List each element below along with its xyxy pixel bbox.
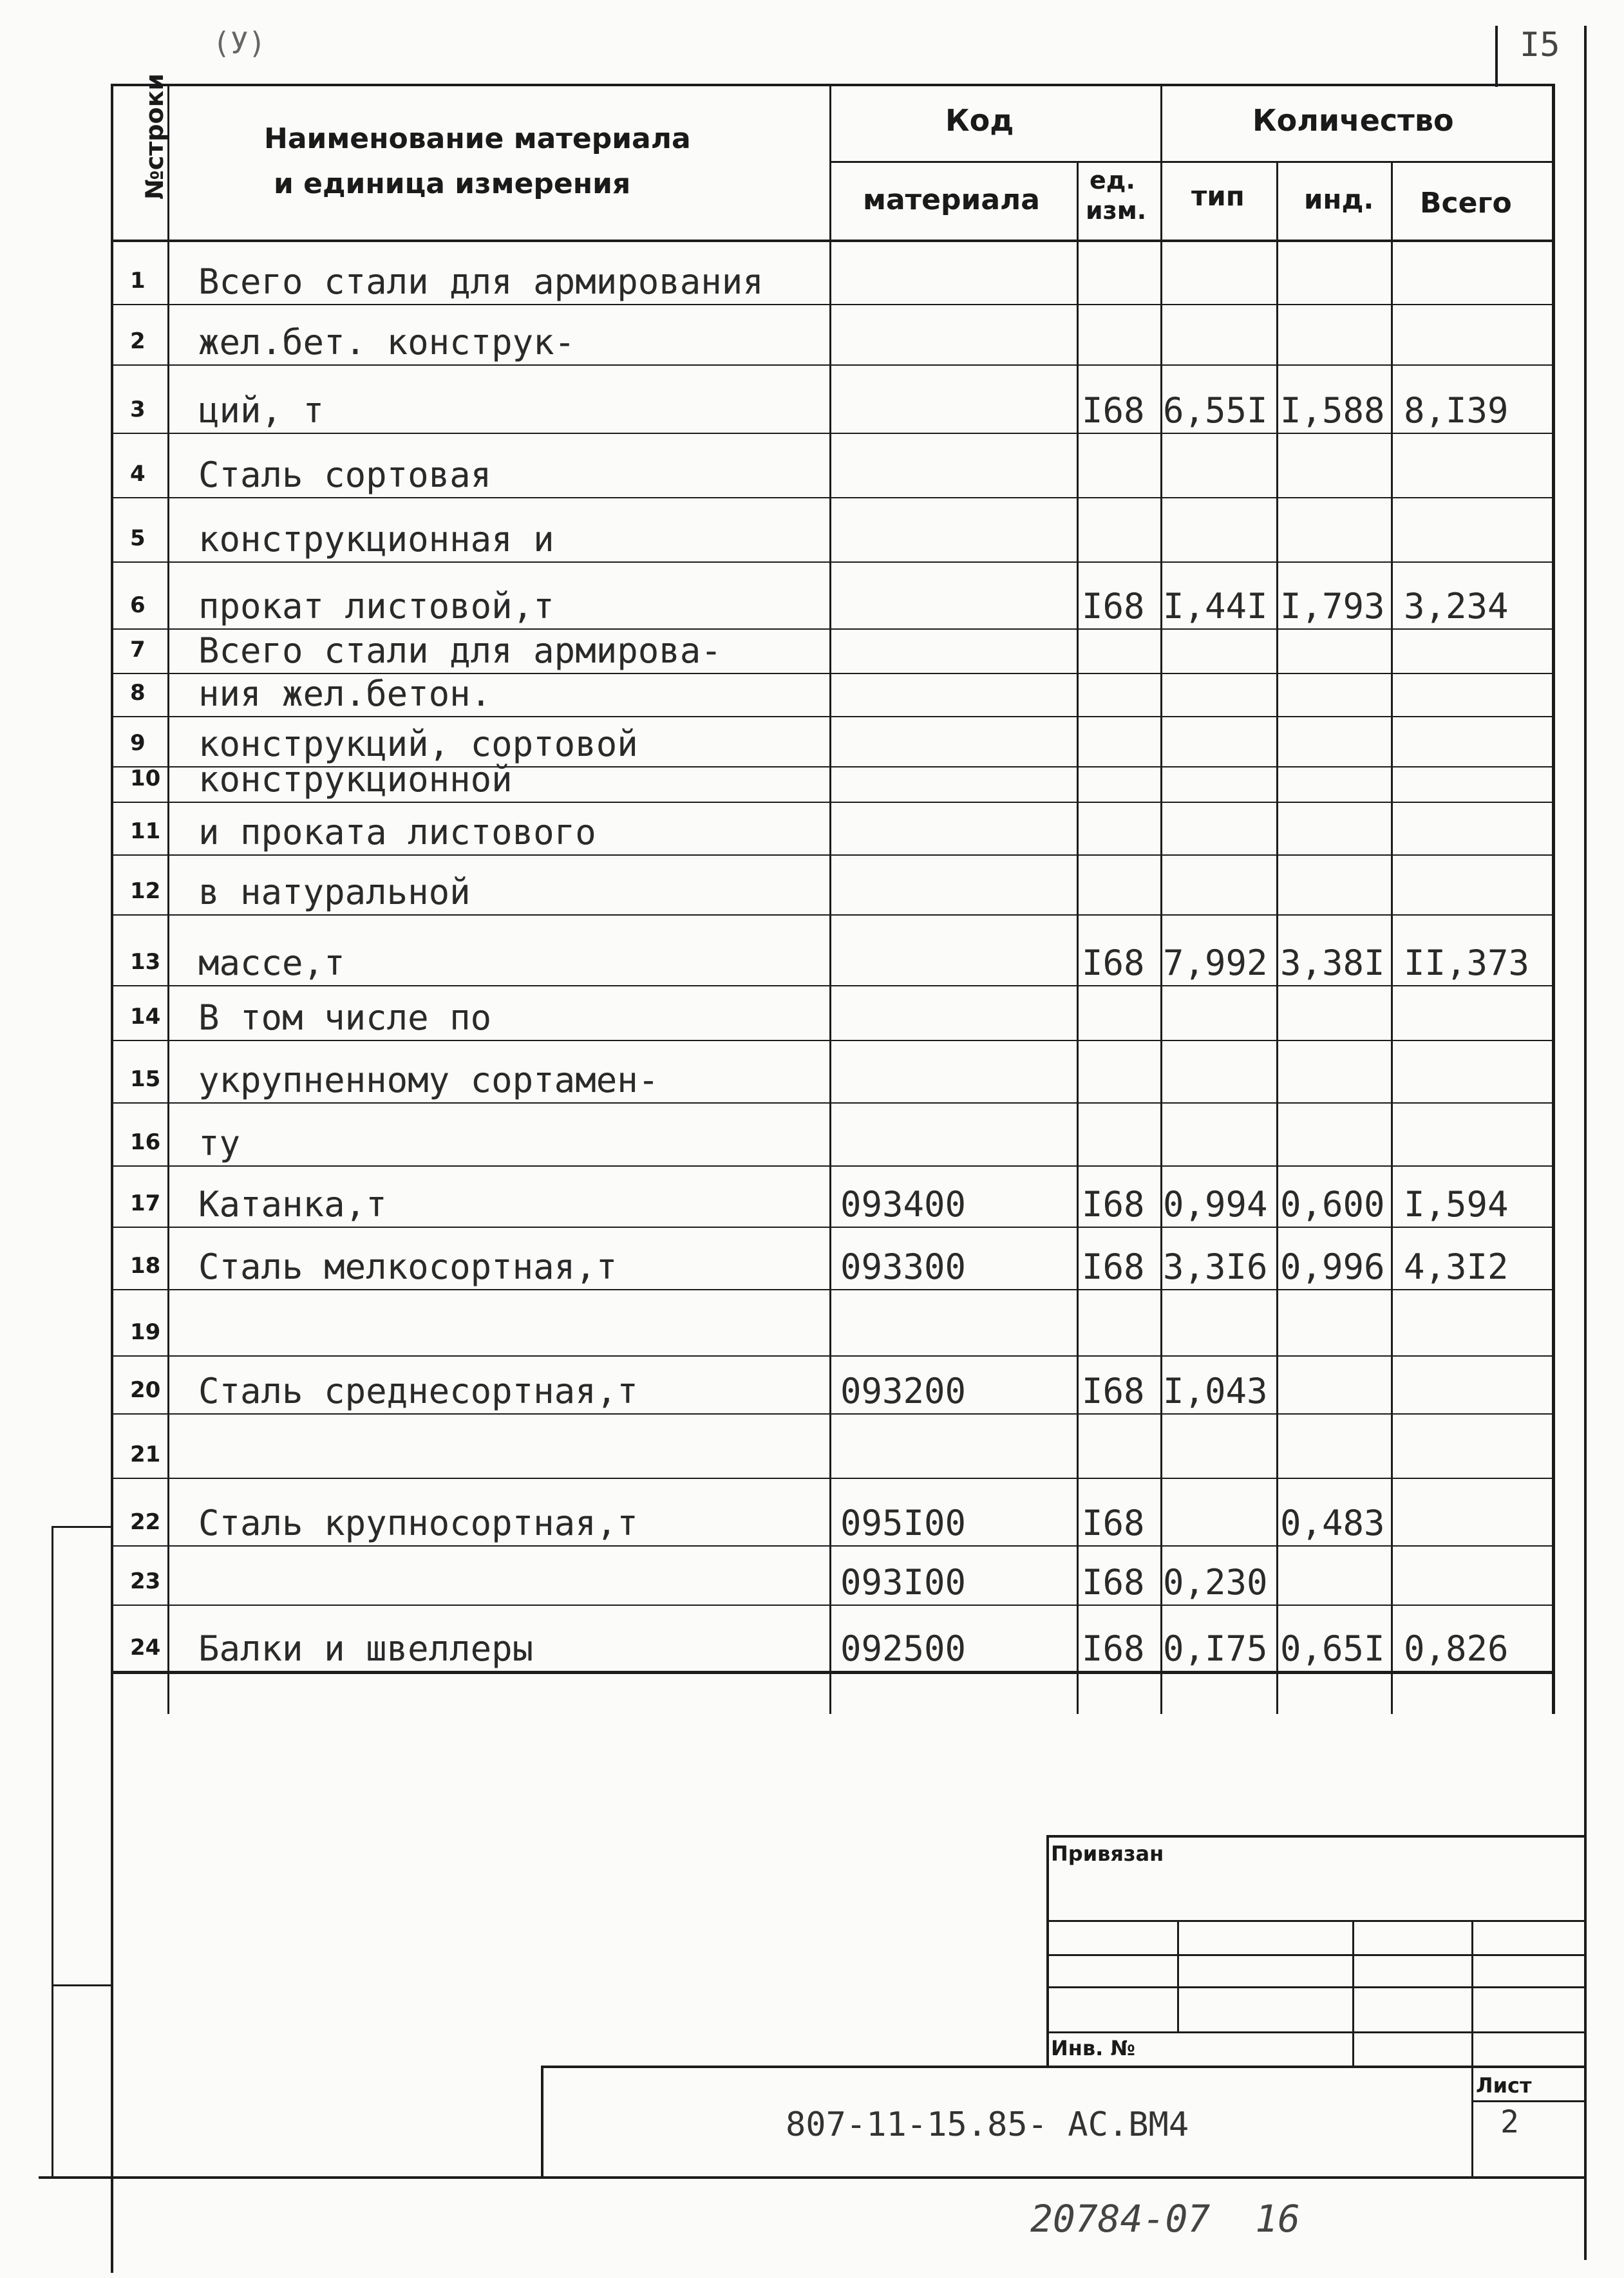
header-unit-b: изм. (1086, 196, 1147, 225)
row-number: 7 (130, 637, 146, 663)
row-rule (111, 561, 1552, 563)
stamp-line (1046, 1986, 1586, 1988)
table-top-rule (111, 84, 1553, 86)
row-number: 4 (130, 461, 146, 487)
row-rule (111, 1478, 1552, 1479)
row-unit: I68 (1082, 390, 1145, 431)
row-qty-total: 4,3I2 (1404, 1247, 1509, 1287)
row-name: Всего стали для армирова- (198, 630, 722, 671)
inv-label: Инв. № (1051, 2036, 1135, 2060)
row-number: 16 (130, 1129, 161, 1155)
table-rule (167, 84, 169, 1714)
row-qty-ind: 0,600 (1280, 1184, 1385, 1225)
row-number: 14 (130, 1004, 161, 1030)
row-number: 3 (130, 397, 146, 422)
table-rule (829, 84, 831, 1714)
header-unit-a: ед. (1090, 166, 1135, 194)
row-unit: I68 (1082, 1562, 1145, 1603)
stamp-line (1046, 2031, 1586, 2033)
row-number: 21 (130, 1442, 161, 1467)
row-number: 13 (130, 949, 161, 975)
row-number: 11 (130, 818, 161, 844)
row-number: 24 (130, 1635, 161, 1661)
row-rule (111, 1040, 1552, 1041)
row-number: 9 (130, 730, 146, 756)
page-right-border (1584, 26, 1587, 2260)
row-qty-ind: 3,38I (1280, 943, 1385, 983)
row-qty-tip: 6,55I (1163, 390, 1268, 431)
row-material-code: 093400 (840, 1184, 967, 1225)
row-name: массе,т (198, 943, 345, 983)
row-rule (111, 1355, 1552, 1357)
sheet-label: Лист (1476, 2073, 1532, 2098)
row-name: Сталь мелкосортная,т (198, 1247, 618, 1287)
row-qty-ind: I,793 (1280, 586, 1385, 626)
row-name: конструкционной (198, 759, 513, 800)
row-qty-tip: 0,I75 (1163, 1628, 1268, 1669)
row-unit: I68 (1082, 586, 1145, 626)
stamp-line (1177, 1920, 1179, 2033)
margin-line (52, 1526, 53, 2178)
row-rule (111, 364, 1552, 366)
row-rule (111, 985, 1552, 986)
table-right-rule (1552, 84, 1555, 1714)
row-unit: I68 (1082, 1628, 1145, 1669)
header-total: Всего (1420, 187, 1512, 220)
row-name: в натуральной (198, 872, 471, 912)
header-tip: тип (1191, 180, 1245, 212)
page-bottom-border (39, 2176, 1585, 2179)
table-rule (1160, 84, 1162, 1714)
row-qty-ind: I,588 (1280, 390, 1385, 431)
row-name: ния жел.бетон. (198, 673, 492, 714)
table-rule (1276, 161, 1278, 1714)
row-unit: I68 (1082, 1184, 1145, 1225)
stamp-line (1352, 1920, 1354, 2067)
row-unit: I68 (1082, 1371, 1145, 1411)
row-name: жел.бет. конструк- (198, 322, 576, 362)
row-material-code: 093I00 (840, 1562, 967, 1603)
row-rule (111, 1545, 1552, 1547)
table-left-rule (111, 84, 113, 1714)
row-rule (111, 802, 1552, 803)
stamp-line (1046, 1954, 1586, 1956)
header-name: Наименование материала (264, 122, 691, 155)
stamp-line (1046, 1920, 1586, 1922)
row-number: 12 (130, 878, 161, 904)
row-rule (111, 497, 1552, 498)
row-qty-ind: 0,65I (1280, 1628, 1385, 1669)
row-name: укрупненному сортамен- (198, 1060, 659, 1100)
header-material: материала (863, 184, 1040, 216)
footer-code: 20784-07 16 (1030, 2197, 1301, 2241)
row-qty-ind: 0,996 (1280, 1247, 1385, 1287)
row-name: Сталь сортовая (198, 455, 492, 495)
header-qty-group: Количество (1252, 103, 1454, 138)
row-name: Катанка,т (198, 1184, 387, 1225)
row-number: 5 (130, 525, 146, 551)
row-qty-tip: I,44I (1163, 586, 1268, 626)
attached-label: Привязан (1051, 1841, 1164, 1866)
row-rule (111, 1227, 1552, 1228)
header-name-line2: и единица измерения (274, 167, 631, 200)
row-number: 2 (130, 328, 146, 354)
row-rule (111, 1165, 1552, 1167)
row-qty-total: 0,826 (1404, 1628, 1509, 1669)
row-name: Сталь среднесортная,т (198, 1371, 638, 1411)
row-qty-total: II,373 (1404, 943, 1530, 983)
row-number: 1 (130, 268, 146, 294)
stamp-line (1046, 1835, 1586, 1838)
margin-line (52, 1984, 112, 1986)
row-name: конструкционная и (198, 519, 554, 560)
row-qty-ind: 0,483 (1280, 1503, 1385, 1543)
row-number: 23 (130, 1568, 161, 1594)
doc-code: 807-11-15.85- АС.ВМ4 (786, 2105, 1189, 2144)
row-unit: I68 (1082, 1503, 1145, 1543)
header-row-no: №строки (140, 73, 169, 200)
row-rule (111, 854, 1552, 856)
table-rule (1077, 161, 1079, 1714)
row-qty-total: 8,I39 (1404, 390, 1509, 431)
row-number: 6 (130, 592, 146, 618)
row-name: конструкций, сортовой (198, 724, 638, 764)
row-rule (111, 628, 1552, 630)
row-name: В том числе по (198, 997, 492, 1038)
row-number: 19 (130, 1319, 161, 1345)
sheet-number: 2 (1500, 2104, 1519, 2140)
stamp-line (1471, 1920, 1473, 2178)
row-name: Балки и швеллеры (198, 1628, 534, 1669)
stamp-line (1046, 1835, 1049, 2067)
stamp-line (541, 2066, 543, 2178)
stamp-line (1471, 2100, 1586, 2102)
row-rule (111, 1413, 1552, 1415)
stamp-line (541, 2066, 1586, 2068)
row-number: 15 (130, 1066, 161, 1092)
row-rule (111, 304, 1552, 305)
row-number: 8 (130, 680, 146, 706)
row-unit: I68 (1082, 1247, 1145, 1287)
row-qty-tip: 3,3I6 (1163, 1247, 1268, 1287)
row-qty-tip: 7,992 (1163, 943, 1268, 983)
row-name: прокат листовой,т (198, 586, 554, 626)
row-qty-tip: 0,230 (1163, 1562, 1268, 1603)
row-rule (111, 1605, 1552, 1606)
row-rule (111, 914, 1552, 916)
row-name: ций, т (198, 390, 325, 431)
row-qty-total: 3,234 (1404, 586, 1509, 626)
row-unit: I68 (1082, 943, 1145, 983)
row-material-code: 095I00 (840, 1503, 967, 1543)
row-qty-tip: 0,994 (1163, 1184, 1268, 1225)
header-mid-rule (829, 161, 1552, 163)
header-bottom-rule (111, 240, 1552, 242)
row-material-code: 092500 (840, 1628, 967, 1669)
margin-line (52, 1526, 112, 1528)
row-qty-tip: I,043 (1163, 1371, 1268, 1411)
row-qty-total: I,594 (1404, 1184, 1509, 1225)
top-mark: (У) (212, 26, 267, 61)
row-name: Сталь крупносортная,т (198, 1503, 638, 1543)
row-rule (111, 1102, 1552, 1104)
row-number: 18 (130, 1253, 161, 1279)
header-code-group: Код (945, 103, 1014, 138)
page-number: I5 (1520, 26, 1560, 64)
row-number: 20 (130, 1377, 161, 1403)
row-rule (111, 433, 1552, 434)
row-name: ту (198, 1123, 241, 1163)
row-material-code: 093200 (840, 1371, 967, 1411)
page-number-divider (1495, 26, 1498, 87)
row-material-code: 093300 (840, 1247, 967, 1287)
table-rule (1391, 161, 1393, 1714)
row-number: 22 (130, 1509, 161, 1535)
row-rule (111, 716, 1552, 717)
header-ind: инд. (1304, 184, 1374, 215)
row-name: и проката листового (198, 812, 596, 852)
row-number: 17 (130, 1191, 161, 1216)
row-name: Всего стали для армирования (198, 261, 764, 302)
row-rule (111, 1671, 1552, 1674)
row-number: 10 (130, 766, 161, 791)
row-rule (111, 1289, 1552, 1290)
